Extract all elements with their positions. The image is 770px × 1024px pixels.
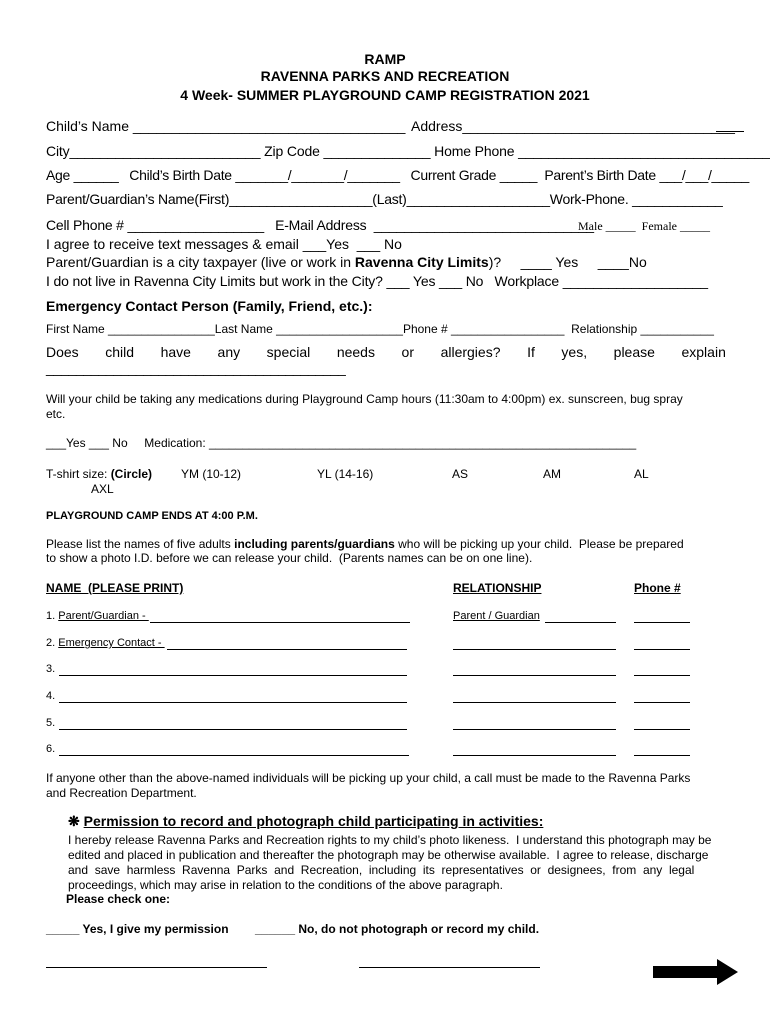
pickup-note: If anyone other than the above-named individuals will be picking up your child, a call must be made to the Ravenna Parks (46, 771, 691, 785)
row-prefilled-label: Parent/Guardian - (58, 610, 149, 622)
permission-paragraph-line: and save harmless Ravenna Parks and Recreation, including its representatives or designees, from any legal (68, 863, 695, 877)
text-consent[interactable]: I agree to receive text messages & email ___Yes ___ No (46, 236, 402, 252)
word: special (266, 344, 311, 360)
name-line[interactable] (59, 755, 409, 756)
age-birth-grade-field[interactable]: Age ______ Child’s Birth Date _______/_______/_______ Current Grade _____ Parent’s Birth Date ___/___/_____ (46, 167, 749, 183)
medication-field[interactable]: ___Yes ___ No Medication: ________________________________________________________________ (46, 436, 637, 450)
relationship-line[interactable] (545, 622, 616, 623)
tshirt-size-yl[interactable]: YL (14-16) (317, 467, 374, 481)
taxpayer-text: Parent/Guardian is a city taxpayer (live or work in (46, 254, 355, 270)
special-needs-question (46, 345, 726, 359)
gender-field[interactable]: Male _____ Female _____ (578, 219, 710, 233)
phone-line[interactable] (634, 622, 690, 623)
city-zip-phone-field[interactable]: City_________________________ Zip Code ______________ Home Phone _________________________________ (46, 143, 770, 159)
name-line[interactable] (59, 702, 407, 703)
pickup-intro-text-end: who will be picking up your child. Please be prepared (394, 537, 684, 551)
medication-question: Will your child be taking any medications during Playground Camp hours (11:30am to 4:00pm) ex. sunscreen, bug spray (46, 392, 683, 406)
table-row[interactable] (46, 638, 165, 649)
date-line[interactable] (359, 967, 540, 968)
relationship-line[interactable] (453, 649, 616, 650)
tshirt-size-as[interactable]: AS (452, 467, 469, 481)
signature-line[interactable] (46, 967, 267, 968)
medication-question-cont: etc. (46, 407, 66, 421)
relationship-line[interactable] (453, 729, 616, 730)
tshirt-size-ym[interactable]: YM (10-12) (181, 467, 242, 481)
relationship-line[interactable] (453, 675, 616, 676)
table-row[interactable] (46, 691, 55, 702)
header-ramp: RAMP (364, 51, 406, 67)
table-row[interactable] (46, 611, 149, 622)
column-header-relationship: RELATIONSHIP (453, 581, 542, 595)
phone-line[interactable] (634, 729, 690, 730)
word: allergies? (440, 344, 501, 360)
name-line[interactable] (59, 675, 407, 676)
relationship-line[interactable] (453, 755, 616, 756)
row-relationship: Parent / Guardian (453, 610, 540, 622)
column-header-name: NAME (PLEASE PRINT) (46, 581, 184, 595)
row-number: 2. (46, 637, 56, 649)
emergency-heading: Emergency Contact Person (Family, Friend, etc.): (46, 298, 373, 314)
tshirt-size-am[interactable]: AM (543, 467, 561, 481)
word: child (105, 344, 135, 360)
phone-line[interactable] (634, 755, 690, 756)
word: explain (681, 344, 726, 360)
word: have (160, 344, 191, 360)
table-row[interactable] (46, 664, 55, 675)
phone-line[interactable] (634, 649, 690, 650)
phone-line[interactable] (634, 675, 690, 676)
special-needs-blank[interactable]: ________________________________________ (46, 360, 346, 376)
tshirt-label (46, 468, 152, 480)
name-line[interactable] (59, 729, 407, 730)
check-one-label: Please check one: (66, 892, 171, 906)
word: If (527, 344, 535, 360)
word: needs (336, 344, 375, 360)
taxpayer-answer: )? ____ Yes ____No (488, 254, 647, 270)
row-number: 6. (46, 743, 56, 755)
row-number: 5. (46, 717, 56, 729)
tshirt-label-text: T-shirt size: (46, 467, 111, 481)
tshirt-size-al[interactable]: AL (634, 467, 649, 481)
permission-paragraph-line: proceedings, which may arise in relation to the conditions of the above paragraph. (68, 878, 503, 892)
row-number: 3. (46, 663, 56, 675)
permission-heading (68, 814, 543, 828)
address-line-ext (716, 131, 744, 132)
word: please (613, 344, 655, 360)
work-in-city-question[interactable]: I do not live in Ravenna City Limits but work in the City? ___ Yes ___ No Workplace ___________________ (46, 273, 708, 289)
taxpayer-emphasis: Ravenna City Limits (354, 254, 489, 270)
column-header-phone: Phone # (634, 581, 681, 595)
pickup-intro-emphasis: including parents/guardians (234, 537, 395, 551)
parent-name-field[interactable]: Parent/Guardian’s Name(First)___________________(Last)___________________Work-Phone. ____________ (46, 191, 723, 207)
header-org: RAVENNA PARKS AND RECREATION (260, 68, 510, 84)
emergency-contact-field[interactable]: First Name ________________Last Name ___________________Phone # _________________ Relationship ___________ (46, 322, 714, 336)
arrow-right-icon (651, 957, 741, 987)
pickup-intro-text: Please list the names of five adults (46, 537, 235, 551)
tshirt-circle-note: (Circle) (110, 467, 153, 481)
word: any (217, 344, 241, 360)
phone-line[interactable] (634, 702, 690, 703)
taxpayer-question[interactable] (46, 255, 647, 269)
child-name-field[interactable]: Child’s Name ___________________________________ (46, 118, 406, 134)
name-line[interactable] (167, 649, 407, 650)
flower-icon: ❋ (68, 813, 80, 829)
word: or (401, 344, 414, 360)
pickup-intro-line2: to show a photo I.D. before we can release your child. (Parents names can be on one line). (46, 551, 533, 565)
row-prefilled-label: Emergency Contact - (58, 637, 165, 649)
permission-paragraph-line: edited and placed in publication and thereafter the photograph may be otherwise available. I agree to release, discharge (68, 848, 709, 862)
camp-end-notice: PLAYGROUND CAMP ENDS AT 4:00 P.M. (46, 510, 258, 522)
word: Does (46, 344, 79, 360)
pickup-intro (46, 538, 684, 550)
table-row[interactable] (46, 718, 55, 729)
table-row[interactable] (46, 744, 55, 755)
pickup-note-line2: and Recreation Department. (46, 786, 197, 800)
word: yes, (561, 344, 588, 360)
row-number: 1. (46, 610, 56, 622)
address-field[interactable]: Address___________________________________ (411, 118, 735, 134)
name-line[interactable] (150, 622, 410, 623)
cell-email-field[interactable]: Cell Phone # __________________ E-Mail Address _____________________________ (46, 217, 594, 233)
permission-heading-text: Permission to record and photograph child participating in activities: (83, 813, 544, 829)
relationship-line[interactable] (453, 702, 616, 703)
page-title: 4 Week- SUMMER PLAYGROUND CAMP REGISTRATION 2021 (180, 87, 590, 103)
row-number: 4. (46, 690, 56, 702)
permission-yes-option[interactable]: _____ Yes, I give my permission (46, 922, 229, 936)
permission-paragraph-line: I hereby release Ravenna Parks and Recreation rights to my child’s photo likeness. I understand this photograph may be (68, 833, 712, 847)
permission-no-option[interactable]: ______ No, do not photograph or record my child. (255, 922, 540, 936)
tshirt-size-axl[interactable]: AXL (91, 482, 114, 496)
